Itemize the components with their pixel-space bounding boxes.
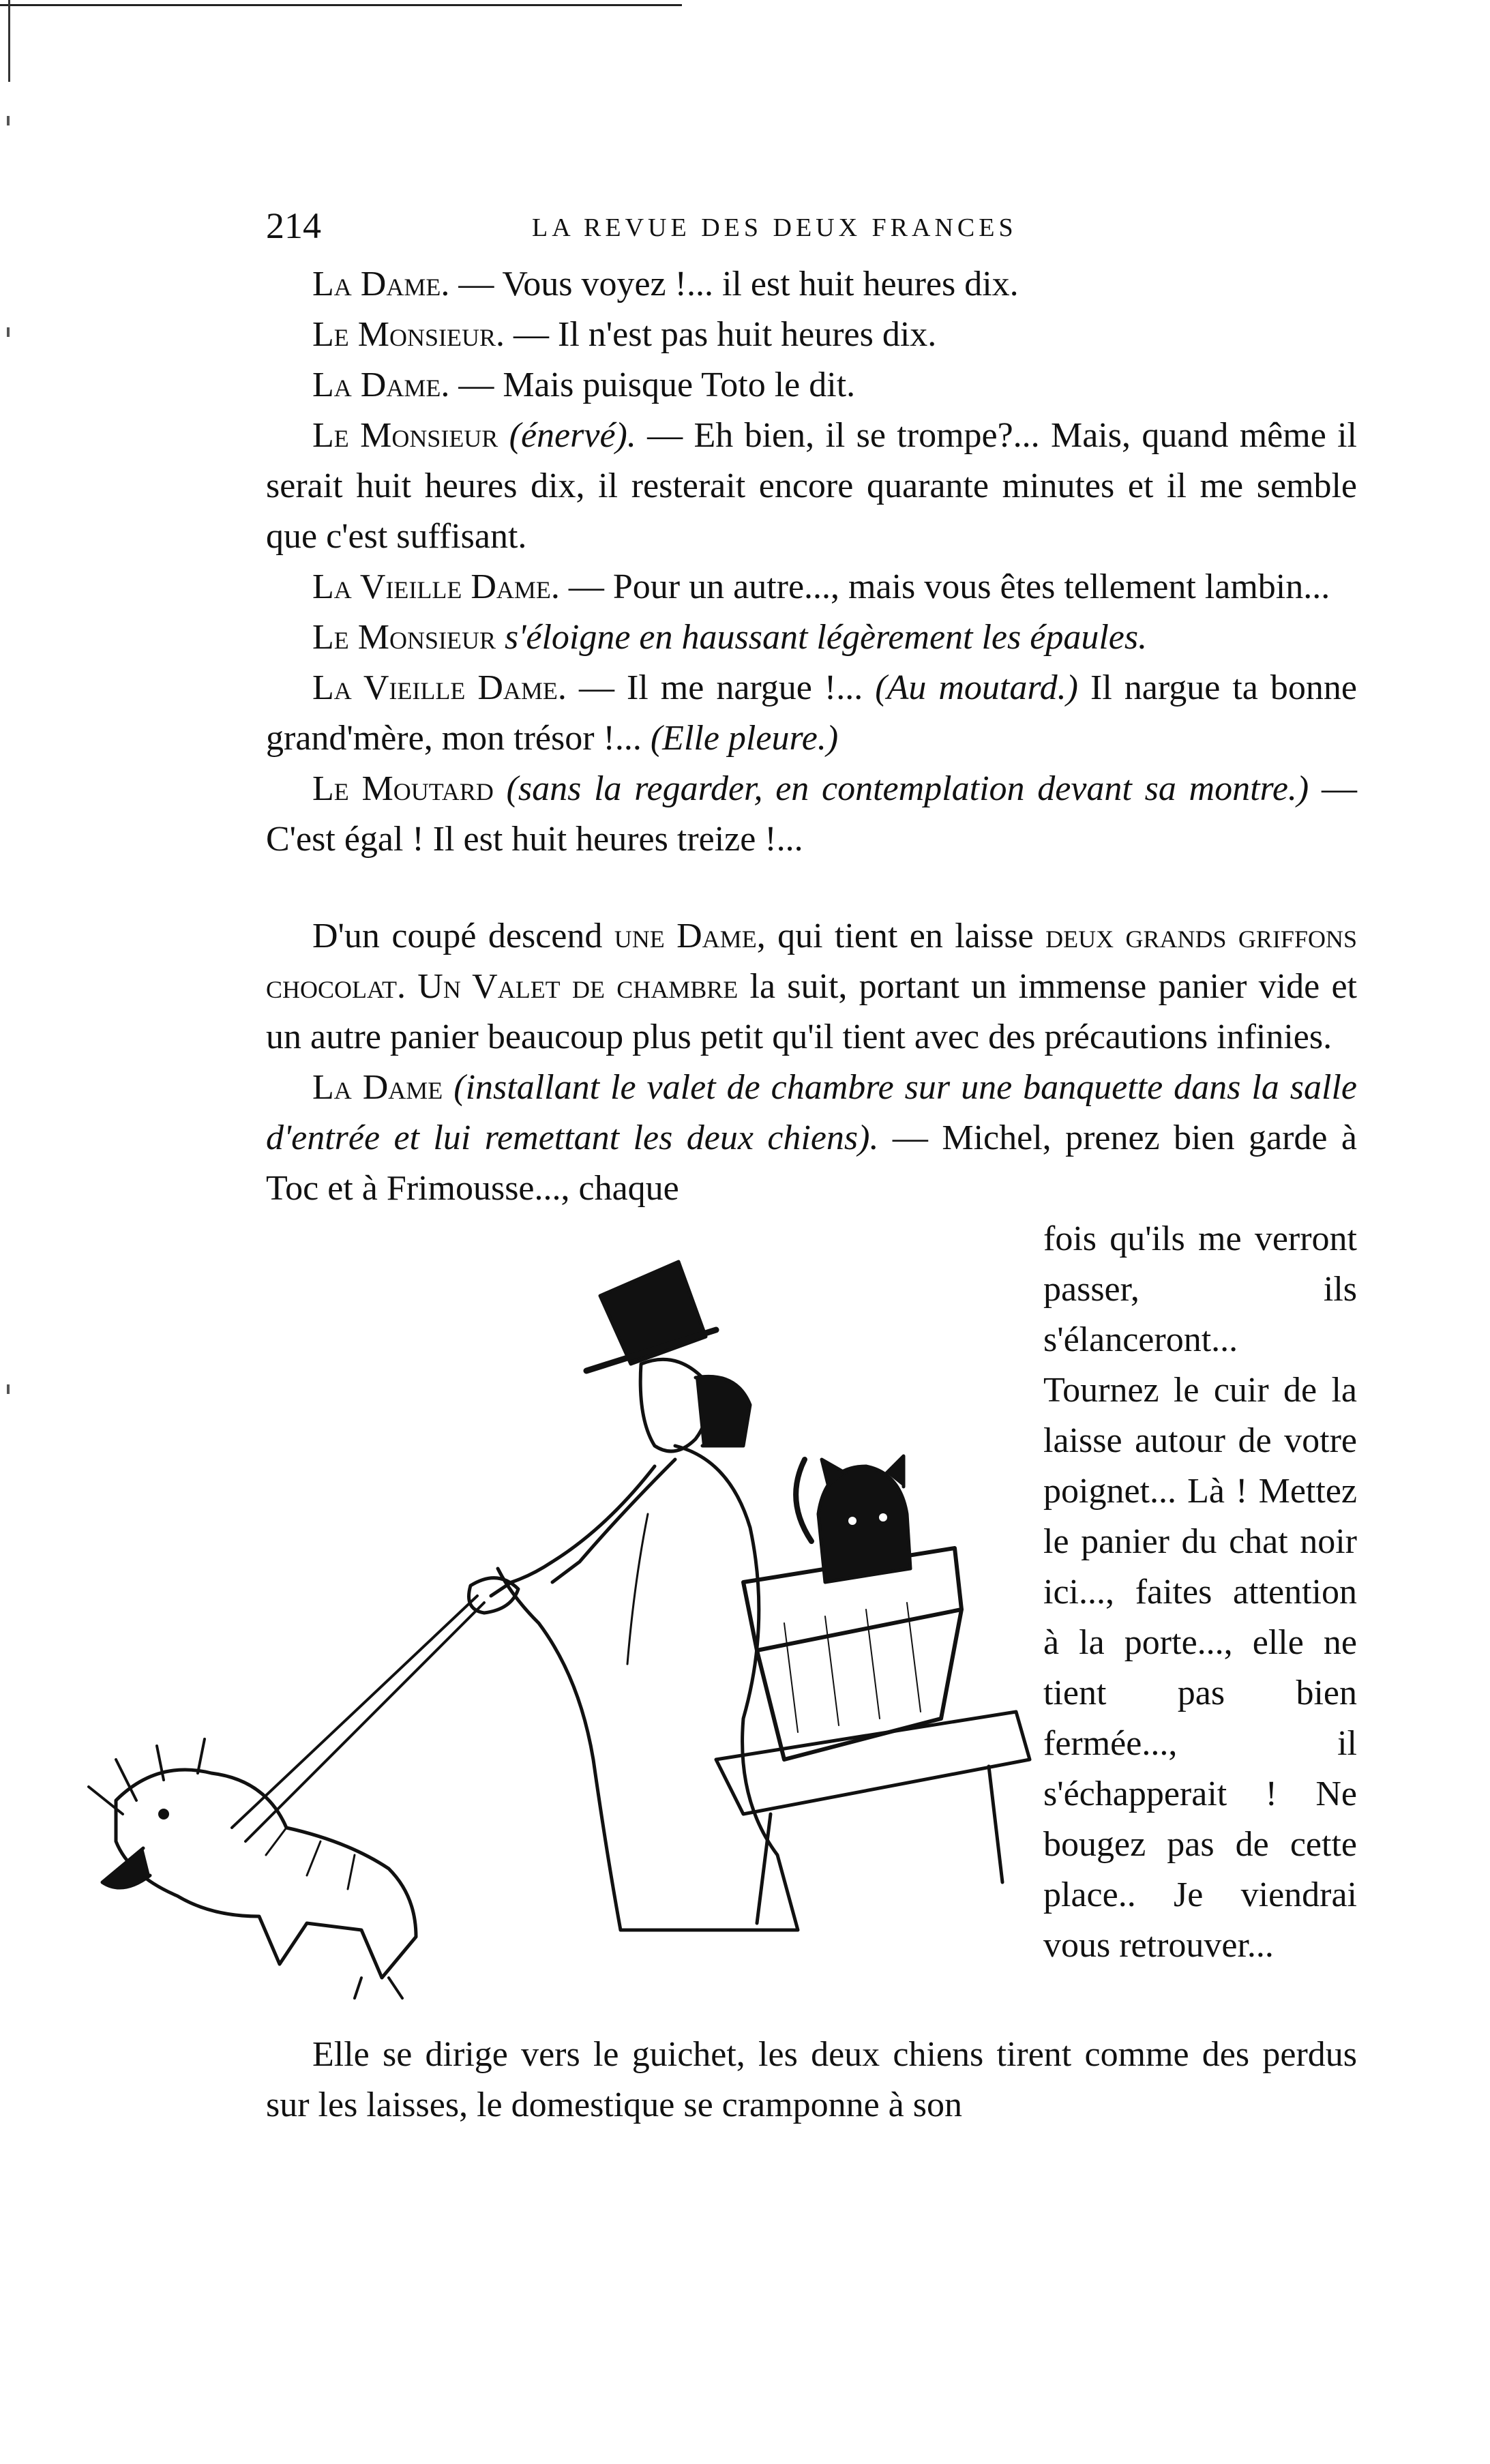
page-header (266, 205, 1357, 252)
dash: — (559, 567, 613, 606)
page (266, 205, 1357, 2131)
dialogue-line (266, 663, 1357, 764)
left-rule (8, 0, 10, 82)
speaker: Le Monsieur. (312, 315, 505, 354)
speech: Michel, prenez bien garde à Toc et à Frimousse..., chaque (266, 1118, 1357, 1208)
illustration-lady-with-dogs (61, 1241, 1084, 2025)
dialogue-line (266, 562, 1357, 612)
narration-text: la suit, portant un immense panier vide et un autre panier beaucoup plus petit qu'il tient avec des précautions infinies. (266, 967, 1358, 1056)
speaker: Le Monsieur (312, 416, 498, 455)
body-text (266, 259, 1357, 1214)
speech: Pour un autre..., mais vous êtes tellement lambin... (612, 567, 1330, 606)
page-number: 214 (266, 205, 321, 246)
dash: — (1309, 769, 1357, 808)
top-hat-icon (586, 1262, 716, 1371)
dash: — (878, 1118, 942, 1157)
speech: C'est égal ! Il est huit heures treize !... (266, 820, 803, 859)
speaker: La Dame (312, 1068, 443, 1107)
leash-icon (232, 1596, 477, 1828)
wrapped-text-column (1043, 1214, 1357, 1971)
speech: Eh bien, il se trompe?... Mais, quand même il serait huit heures dix, il resterait encore quarante minutes et il me semble que c'est suffisant. (266, 416, 1357, 556)
dialogue-line (266, 411, 1357, 562)
stage-direction: (Au moutard.) (875, 668, 1078, 707)
speech: Il n'est pas huit heures dix. (558, 315, 937, 354)
bench-icon (716, 1712, 1030, 1814)
stage-direction: (installant le valet de chambre sur une banquette dans la salle d'entrée et lui remettant les deux chiens). (266, 1068, 1357, 1157)
dash: — (505, 315, 558, 354)
speaker: Le Moutard (312, 769, 494, 808)
speaker: Le Monsieur (312, 618, 496, 657)
dialogue-line (266, 360, 1357, 411)
speech: Mais puisque Toto le dit. (503, 366, 856, 404)
dialogue-line (266, 310, 1357, 360)
speech: Vous voyez !... il est huit heures dix. (502, 265, 1019, 303)
running-title: LA REVUE DES DEUX FRANCES (532, 213, 1017, 242)
speaker: La Dame. (312, 366, 450, 404)
speech: Il nargue ta bonne grand'mère, mon trésor !... (266, 668, 1357, 758)
closing-text (266, 2030, 1357, 2131)
edge-mark (7, 1384, 10, 1394)
dash: — (449, 366, 503, 404)
speaker: La Dame. (312, 265, 450, 303)
top-rule (0, 4, 682, 6)
basket-icon (743, 1548, 962, 1760)
dialogue-line (266, 764, 1357, 865)
speech: Il me nargue !... (626, 668, 876, 707)
speaker: La Vieille Dame. (312, 668, 567, 707)
stage-direction: (sans la regarder, en contemplation devant sa montre.) (493, 769, 1309, 808)
dialogue-line (266, 259, 1357, 310)
edge-mark (7, 327, 10, 337)
speech-continuation: fois qu'ils me verront passer, ils s'élanceront... Tournez le cuir de la laisse autour de votre poignet... Là ! Mettez le panier du chat noir ici..., faites attention à la porte..., elle ne tient pas bien fermée..., il s'échapperait ! Ne bougez pas de cette place.. Je viendrai vous retrouver... (1043, 1219, 1357, 1965)
speaker: La Vieille Dame. (312, 567, 560, 606)
dash: — (636, 416, 694, 455)
illustrated-block (266, 1214, 1357, 2030)
dash: — (449, 265, 503, 303)
character-name: Un Valet de chambre (417, 967, 739, 1006)
character-name: une Dame (614, 917, 757, 955)
narration-text: , qui tient en laisse (756, 917, 1046, 955)
character-name: deux grands griffons chocolat (266, 917, 1357, 1006)
stage-direction: (énervé). (498, 416, 636, 455)
narration-text: . (397, 967, 418, 1006)
narration-paragraph (266, 911, 1357, 1063)
closing-paragraph: Elle se dirige vers le guichet, les deux chiens tirent comme des perdus sur les laisses, le domestique se cramponne à son (266, 2035, 1357, 2124)
black-cat-icon (796, 1456, 910, 1582)
section-break (266, 865, 1357, 911)
edge-mark (7, 116, 10, 125)
head-icon (640, 1359, 708, 1451)
dash: — (566, 668, 627, 707)
stage-direction: (Elle pleure.) (650, 719, 839, 758)
griffon-dog-icon (89, 1739, 416, 1978)
stage-direction: s'éloigne en haussant légèrement les épaules. (496, 618, 1148, 657)
dialogue-line (266, 1063, 1357, 1214)
dialogue-line (266, 612, 1357, 663)
collar-icon (696, 1376, 750, 1446)
narration-text: D'un coupé descend (312, 917, 614, 955)
